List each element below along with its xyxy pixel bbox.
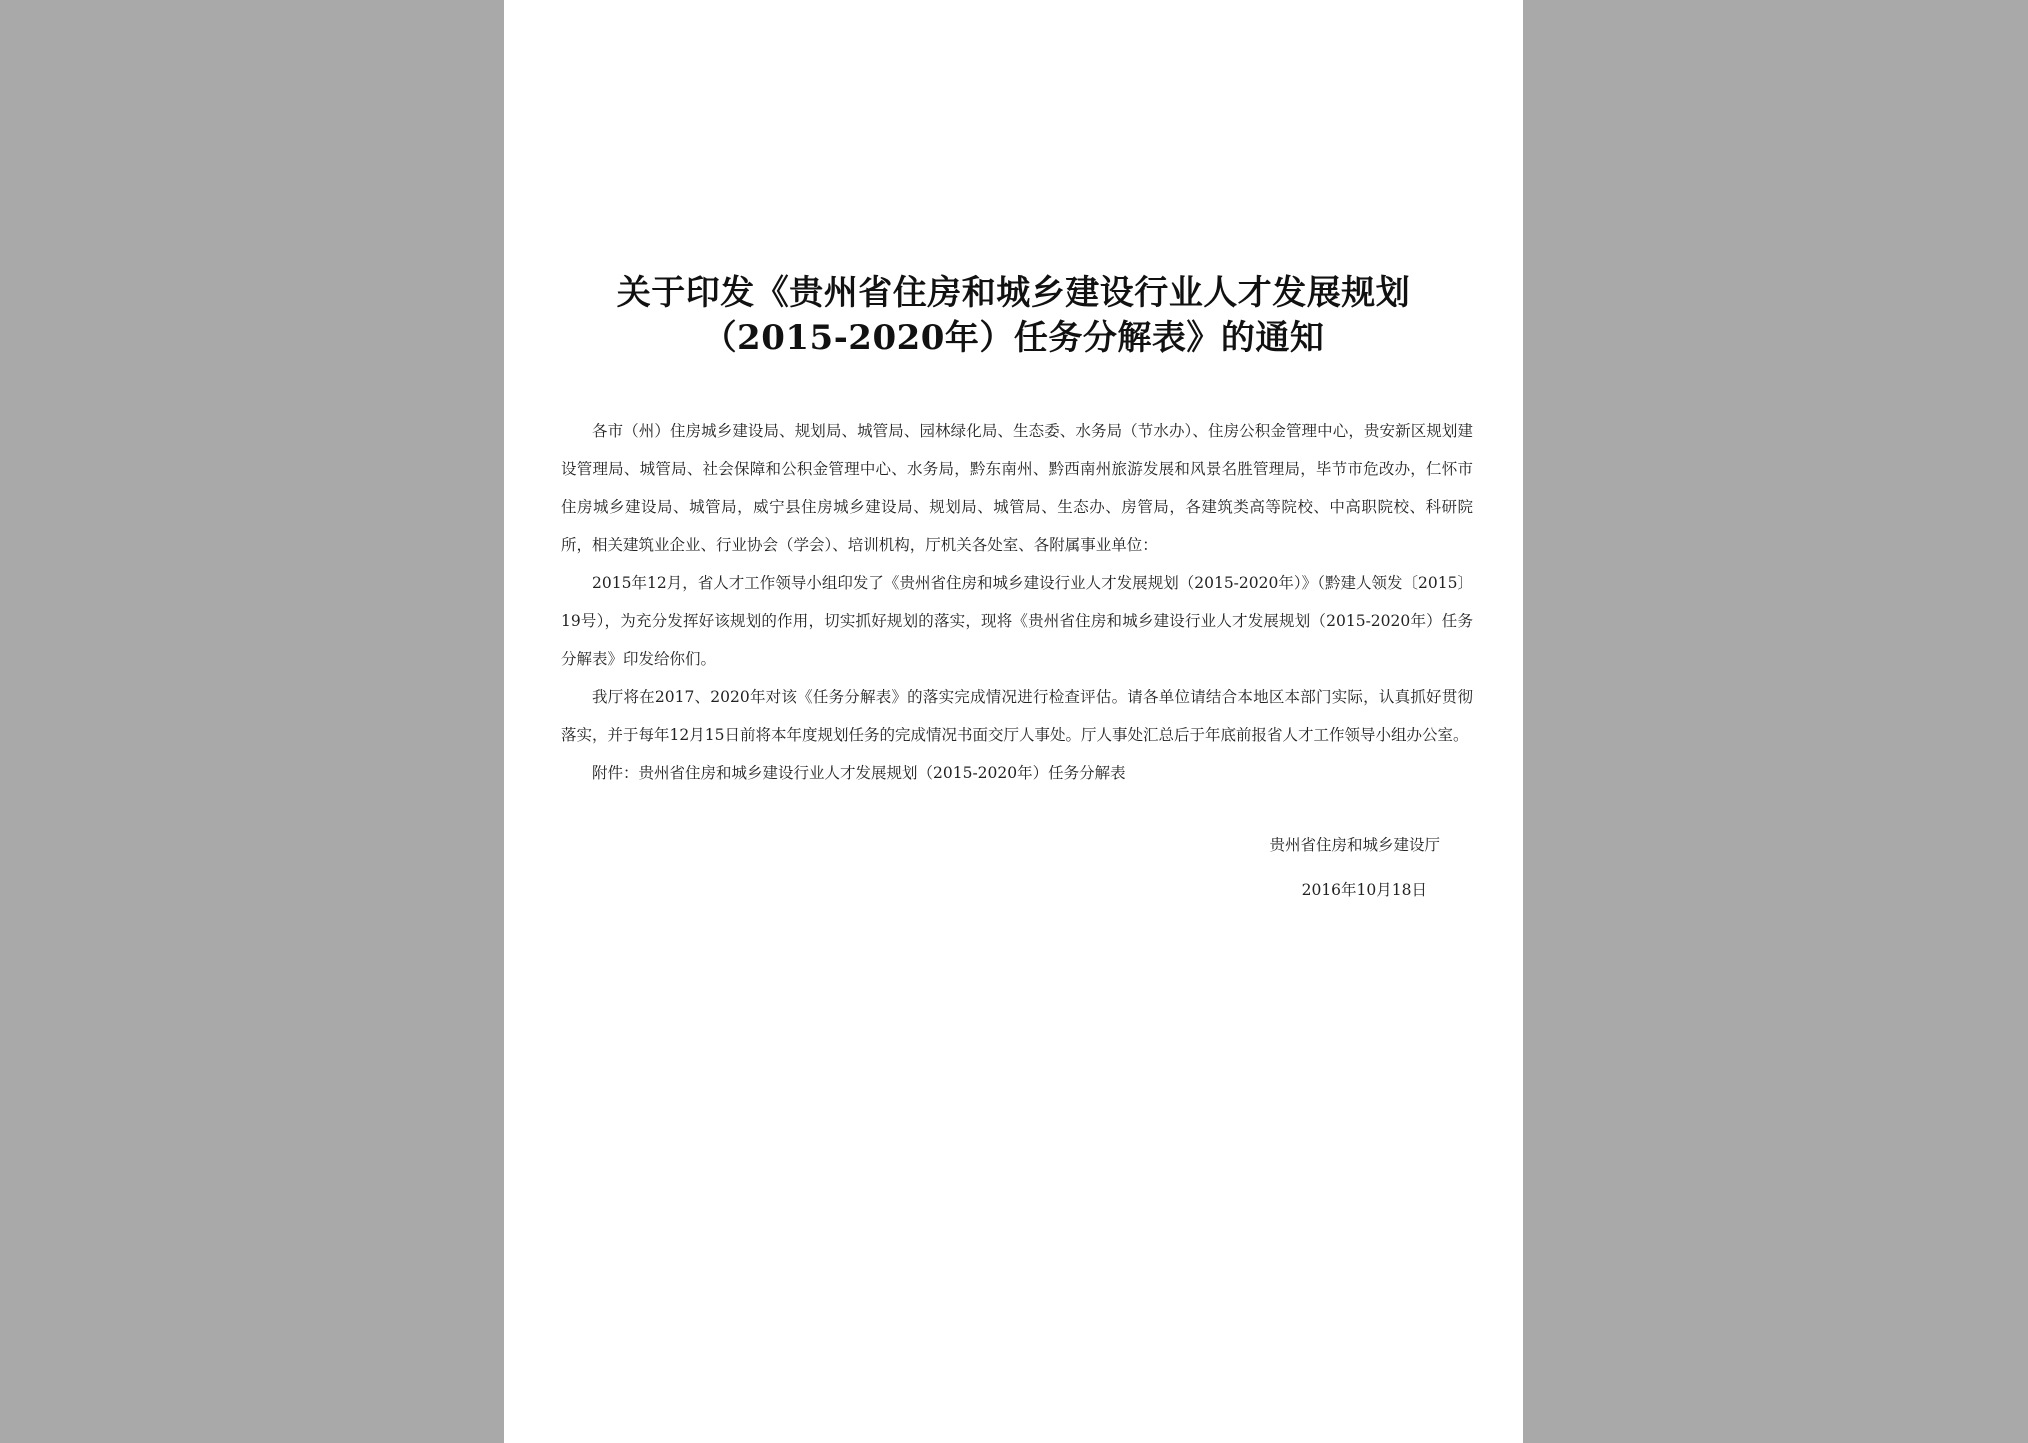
salutation-paragraph: 各市（州）住房城乡建设局、规划局、城管局、园林绿化局、生态委、水务局（节水办）、住房公积金管理中心，贵安新区规划建设管理局、城管局、社会保障和公积金管理中心、水务局，黔东南州、黔西南州旅游发展和风景名胜管理局，毕节市危改办，仁怀市住房城乡建设局、城管局，威宁县住房城乡建设局、规划局、城管局、生态办、房管局，各建筑类高等院校、中高职院校、科研院所，相关建筑业企业、行业协会（学会）、培训机构，厅机关各处室、各附属事业单位： xyxy=(561,422,1473,554)
body-paragraph-2: 我厅将在2017、2020年对该《任务分解表》的落实完成情况进行检查评估。请各单位请结合本地区本部门实际，认真抓好贯彻落实，并于每年12月15日前将本年度规划任务的完成情况书面交厅人事处。厅人事处汇总后于年底前报省人才工作领导小组办公室。 xyxy=(561,688,1473,744)
attachment-line: 附件：贵州省住房和城乡建设行业人才发展规划（2015-2020年）任务分解表 xyxy=(592,764,1126,782)
document-page xyxy=(504,0,1523,1443)
signature-date: 2016年10月18日 xyxy=(1301,881,1427,899)
document-title-line-2: （2015-2020年）任务分解表》的通知 xyxy=(702,318,1325,358)
document-body xyxy=(561,412,1473,792)
signature-organization: 贵州省住房和城乡建设厅 xyxy=(1269,836,1440,854)
body-paragraph-1: 2015年12月，省人才工作领导小组印发了《贵州省住房和城乡建设行业人才发展规划（2015-2020年）》（黔建人领发〔2015〕19号），为充分发挥好该规划的作用，切实抓好规划的落实，现将《贵州省住房和城乡建设行业人才发展规划（2015-2020年）任务分解表》印发给你们。 xyxy=(561,574,1473,668)
document-title-line-1: 关于印发《贵州省住房和城乡建设行业人才发展规划 xyxy=(616,273,1411,313)
